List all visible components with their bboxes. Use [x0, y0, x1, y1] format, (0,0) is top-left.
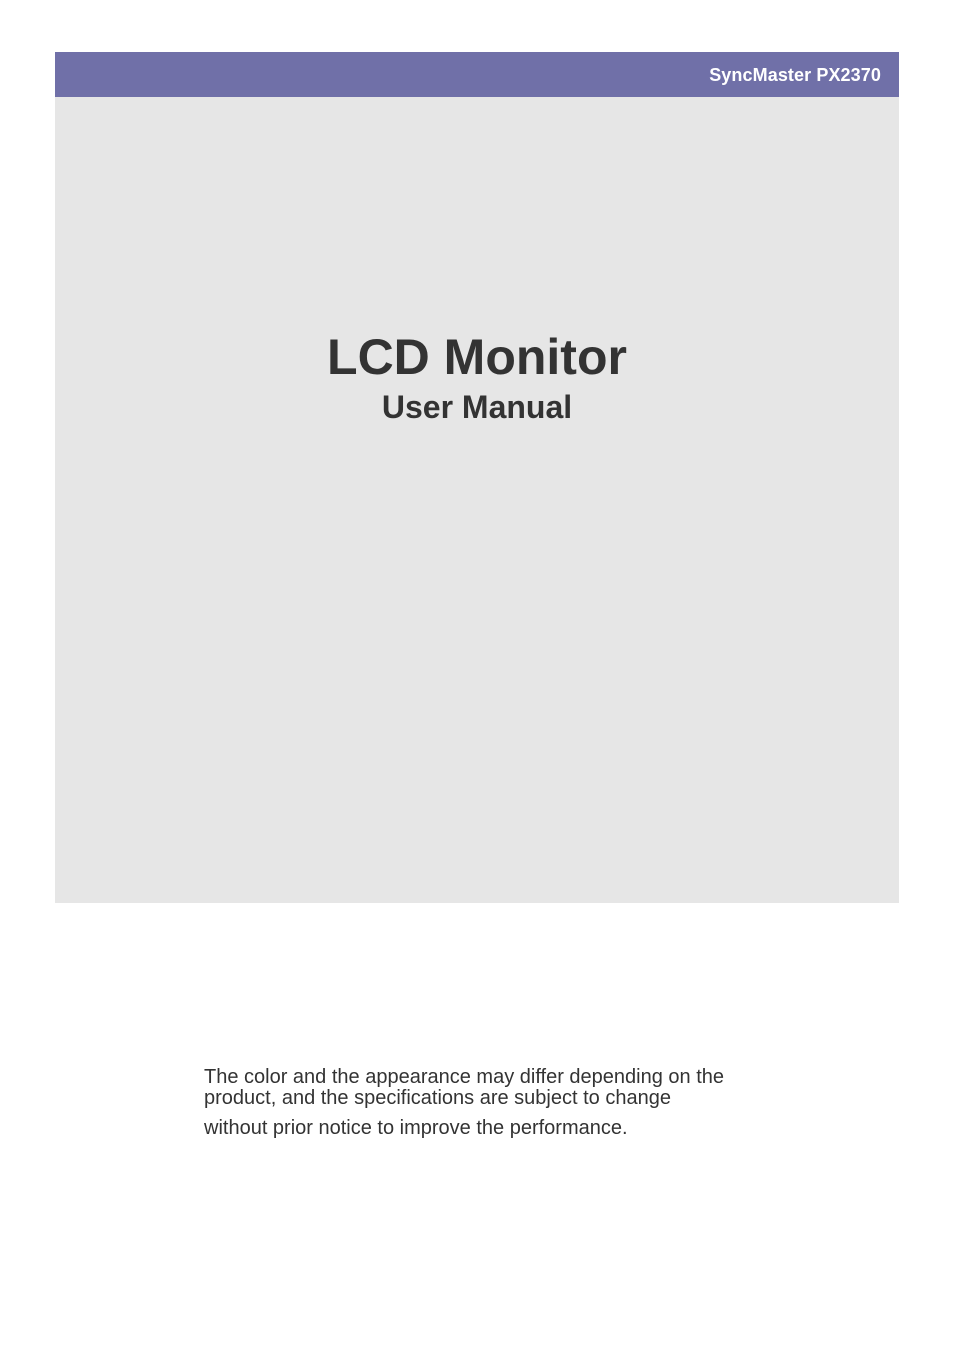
manual-title: LCD Monitor	[327, 329, 627, 385]
notice-line-3: without prior notice to improve the performance.	[204, 1117, 628, 1139]
disclaimer-notice	[204, 1067, 804, 1139]
model-name: SyncMaster PX2370	[709, 65, 881, 85]
cover-panel	[55, 97, 899, 903]
header-bar	[55, 52, 899, 97]
notice-line-1: The color and the appearance may differ depending on the	[204, 1066, 724, 1088]
manual-subtitle: User Manual	[381, 389, 573, 425]
notice-line-2: product, and the specifications are subject to change	[204, 1087, 671, 1109]
